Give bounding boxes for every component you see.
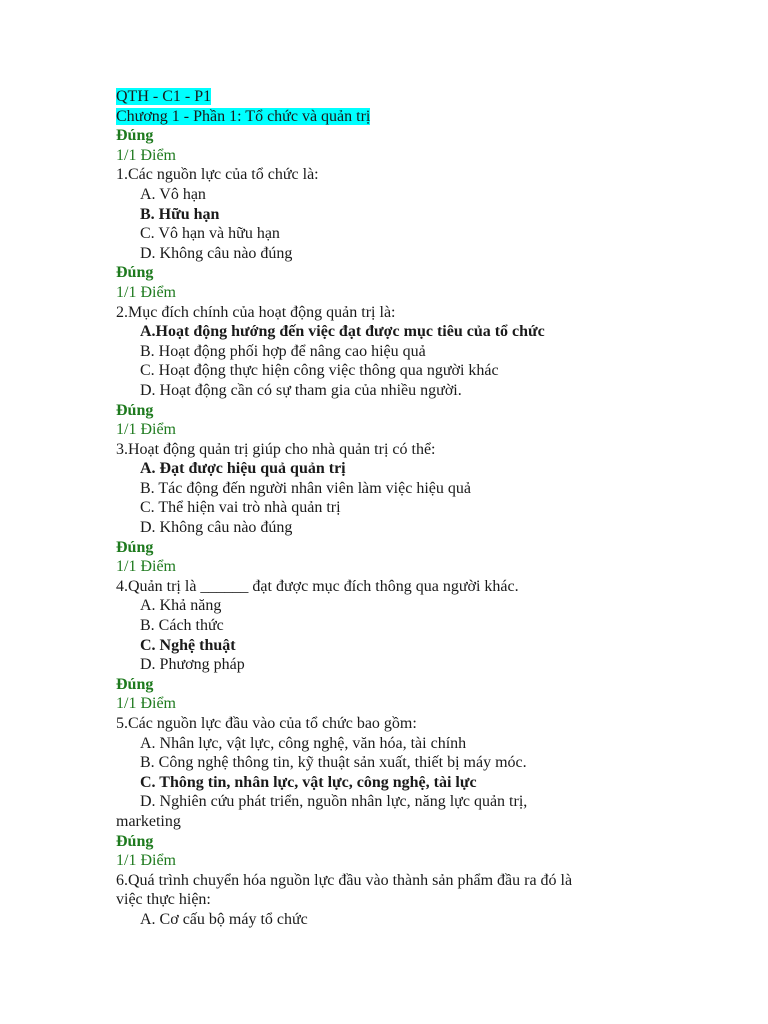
answer-option: A. Nhân lực, vật lực, công nghệ, văn hóa, tài chính bbox=[140, 734, 467, 752]
answer-option-continuation: marketing bbox=[116, 812, 181, 830]
question-status: Đúng bbox=[116, 832, 154, 850]
question-score: 1/1 Điểm bbox=[116, 146, 176, 164]
question-score: 1/1 Điểm bbox=[116, 283, 176, 301]
chapter-title bbox=[116, 107, 656, 127]
answer-option: C. Vô hạn và hữu hạn bbox=[140, 225, 280, 243]
answer-option-correct: C. Nghệ thuật bbox=[140, 636, 236, 654]
answer-option: B. Công nghệ thông tin, kỹ thuật sản xuất, thiết bị máy móc. bbox=[140, 754, 527, 772]
answer-option-correct: A.Hoạt động hướng đến việc đạt được mục tiêu của tổ chức bbox=[140, 323, 545, 341]
answer-option: B. Cách thức bbox=[140, 617, 224, 635]
question-text: 4.Quản trị là ______ đạt được mục đích thông qua người khác. bbox=[116, 577, 519, 595]
answer-option: D. Hoạt động cần có sự tham gia của nhiều người. bbox=[140, 381, 462, 399]
document-code-text: QTH - C1 - P1 bbox=[116, 88, 212, 105]
document-page bbox=[116, 87, 656, 930]
question-text-continuation: việc thực hiện: bbox=[116, 891, 211, 909]
question-score: 1/1 Điểm bbox=[116, 421, 176, 439]
question-text: 3.Hoạt động quản trị giúp cho nhà quản trị có thể: bbox=[116, 440, 436, 458]
question-status: Đúng bbox=[116, 675, 154, 693]
answer-option-correct: A. Đạt được hiệu quả quản trị bbox=[140, 460, 346, 478]
chapter-title-text: Chương 1 - Phần 1: Tổ chức và quản trị bbox=[116, 107, 371, 125]
document-code bbox=[116, 87, 656, 107]
question-text: 6.Quá trình chuyển hóa nguồn lực đầu vào thành sản phẩm đầu ra đó là bbox=[116, 871, 573, 889]
question-score: 1/1 Điểm bbox=[116, 695, 176, 713]
answer-option: B. Tác động đến người nhân viên làm việc hiệu quả bbox=[140, 479, 471, 497]
question-text: 5.Các nguồn lực đầu vào của tổ chức bao gồm: bbox=[116, 715, 417, 732]
answer-option: D. Nghiên cứu phát triển, nguồn nhân lực, năng lực quản trị, bbox=[140, 793, 528, 811]
answer-option: A. Vô hạn bbox=[140, 185, 206, 203]
answer-option: A. Cơ cấu bộ máy tổ chức bbox=[140, 910, 308, 928]
question-score: 1/1 Điểm bbox=[116, 852, 176, 870]
answer-option-correct: B. Hữu hạn bbox=[140, 205, 220, 223]
answer-option: A. Khả năng bbox=[140, 597, 222, 615]
answer-option-correct: C. Thông tin, nhân lực, vật lực, công nghệ, tài lực bbox=[140, 773, 477, 791]
question-text: 1.Các nguồn lực của tổ chức là: bbox=[116, 166, 319, 184]
question-score: 1/1 Điểm bbox=[116, 558, 176, 576]
question-status: Đúng bbox=[116, 538, 154, 556]
answer-option: D. Không câu nào đúng bbox=[140, 519, 293, 537]
answer-option: D. Phương pháp bbox=[140, 656, 245, 674]
question-status: Đúng bbox=[116, 264, 154, 282]
question-status: Đúng bbox=[116, 127, 154, 145]
question-text: 2.Mục đích chính của hoạt động quản trị là: bbox=[116, 303, 396, 321]
answer-option: C. Thể hiện vai trò nhà quản trị bbox=[140, 499, 341, 517]
answer-option: D. Không câu nào đúng bbox=[140, 244, 293, 262]
answer-option: C. Hoạt động thực hiện công việc thông qua người khác bbox=[140, 362, 499, 380]
answer-option: B. Hoạt động phối hợp để nâng cao hiệu quả bbox=[140, 342, 426, 360]
question-status: Đúng bbox=[116, 401, 154, 419]
